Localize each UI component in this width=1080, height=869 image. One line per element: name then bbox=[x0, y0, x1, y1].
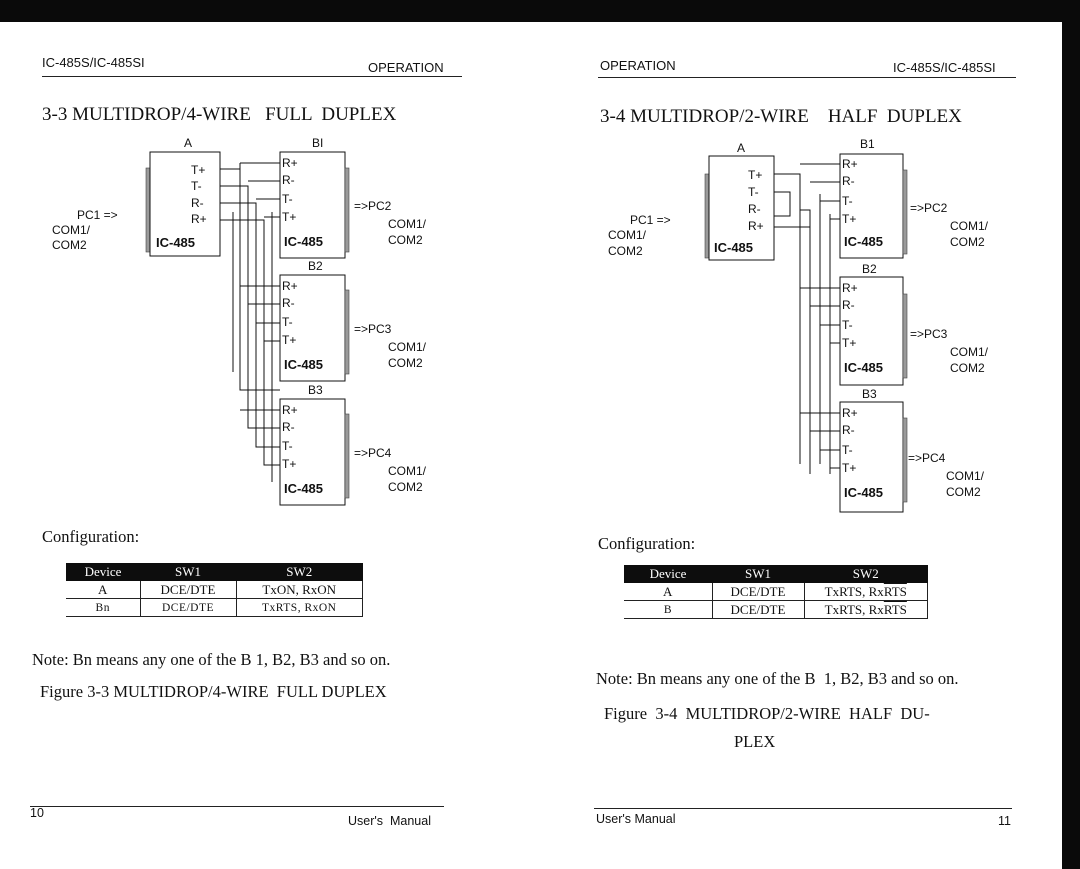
svg-text:T-: T- bbox=[842, 194, 853, 208]
b2-label: B2 bbox=[308, 259, 323, 273]
footer-page-number: 10 bbox=[30, 806, 44, 820]
svg-text:T+: T+ bbox=[748, 168, 763, 182]
svg-text:T-: T- bbox=[282, 315, 293, 329]
svg-text:COM1/: COM1/ bbox=[388, 340, 427, 354]
pc1-label: PC1 => bbox=[630, 213, 671, 227]
svg-text:B3: B3 bbox=[862, 387, 877, 401]
svg-text:T+: T+ bbox=[282, 210, 297, 224]
svg-text:IC-485: IC-485 bbox=[284, 481, 324, 496]
svg-text:T-: T- bbox=[748, 185, 759, 199]
svg-text:=>PC4: =>PC4 bbox=[354, 446, 392, 460]
device-a-label: A bbox=[184, 136, 193, 150]
svg-text:R-: R- bbox=[748, 202, 761, 216]
header-section: OPERATION bbox=[600, 58, 676, 73]
device-a-model: IC-485 bbox=[714, 240, 754, 255]
svg-text:T-: T- bbox=[842, 318, 853, 332]
table-header-row bbox=[66, 563, 363, 581]
svg-text:R-: R- bbox=[842, 174, 855, 188]
svg-text:T+: T+ bbox=[842, 461, 857, 475]
remote-b3 bbox=[840, 387, 985, 512]
svg-text:IC-485: IC-485 bbox=[844, 360, 884, 375]
device-a-connector bbox=[705, 174, 709, 258]
svg-text:=>PC2: =>PC2 bbox=[910, 201, 948, 215]
header-section: OPERATION bbox=[368, 60, 444, 75]
footer-title: User's Manual bbox=[596, 812, 676, 826]
svg-text:COM2: COM2 bbox=[388, 480, 423, 494]
pc1-port1: COM1/ bbox=[608, 228, 647, 242]
header-rule bbox=[598, 77, 1016, 78]
top-black-border bbox=[0, 0, 1080, 22]
svg-text:COM2: COM2 bbox=[950, 361, 985, 375]
svg-text:COM1/: COM1/ bbox=[950, 219, 989, 233]
footer-rule bbox=[30, 806, 444, 807]
pc1-label: PC1 => bbox=[77, 208, 118, 222]
a-pin-4: R+ bbox=[191, 212, 207, 226]
remote-b3 bbox=[280, 383, 427, 505]
col-sw1: SW1 bbox=[712, 565, 804, 583]
b1-connector bbox=[345, 168, 349, 252]
svg-text:R+: R+ bbox=[282, 156, 298, 170]
pc1-port2: COM2 bbox=[52, 238, 87, 252]
svg-text:IC-485: IC-485 bbox=[844, 485, 884, 500]
right-page bbox=[540, 22, 1060, 852]
col-device: Device bbox=[66, 563, 140, 581]
svg-text:R+: R+ bbox=[282, 403, 298, 417]
table-header-row bbox=[624, 565, 928, 583]
svg-text:=>PC3: =>PC3 bbox=[910, 327, 948, 341]
remote-b1 bbox=[280, 136, 427, 258]
note-text: Note: Bn means any one of the B 1, B2, B3 and so on. bbox=[32, 650, 391, 669]
b2-connector bbox=[345, 290, 349, 374]
col-sw1: SW1 bbox=[140, 563, 236, 581]
svg-text:=>PC4: =>PC4 bbox=[908, 451, 946, 465]
figure-caption-line2: PLEX bbox=[734, 732, 776, 751]
svg-text:B2: B2 bbox=[862, 262, 877, 276]
svg-text:IC-485: IC-485 bbox=[284, 234, 324, 249]
svg-text:=>PC3: =>PC3 bbox=[354, 322, 392, 336]
b1-label: BI bbox=[312, 136, 324, 150]
wiring-diagram-2wire bbox=[600, 134, 1020, 524]
config-table bbox=[66, 563, 363, 617]
svg-text:COM2: COM2 bbox=[388, 356, 423, 370]
svg-text:T+: T+ bbox=[842, 336, 857, 350]
b3-connector bbox=[903, 418, 907, 502]
b1-connector bbox=[903, 170, 907, 254]
svg-text:=>PC2: =>PC2 bbox=[354, 199, 392, 213]
device-a-label: A bbox=[737, 141, 746, 155]
bus-wires bbox=[220, 163, 280, 482]
section-title: 3-4 MULTIDROP/2-WIRE HALF DUPLEX bbox=[600, 106, 962, 127]
svg-text:T-: T- bbox=[282, 439, 293, 453]
svg-text:COM2: COM2 bbox=[388, 233, 423, 247]
left-page bbox=[0, 22, 530, 852]
note-text: Note: Bn means any one of the B 1, B2, B3 and so on. bbox=[596, 669, 959, 688]
remote-b2 bbox=[280, 259, 427, 381]
col-sw2: SW2 bbox=[236, 563, 363, 581]
device-a-model: IC-485 bbox=[156, 235, 196, 250]
col-sw2: SW2 bbox=[804, 565, 928, 583]
svg-text:IC-485: IC-485 bbox=[844, 234, 884, 249]
pc1-port1: COM1/ bbox=[52, 223, 91, 237]
remote-b2 bbox=[840, 262, 989, 385]
table-row: A DCE/DTE TxRTS, RxRTS bbox=[624, 583, 928, 601]
svg-text:COM1/: COM1/ bbox=[388, 217, 427, 231]
config-label: Configuration: bbox=[598, 534, 696, 553]
a-pin-1: T+ bbox=[191, 163, 206, 177]
svg-text:B1: B1 bbox=[860, 137, 875, 151]
col-device: Device bbox=[624, 565, 712, 583]
b3-label: B3 bbox=[308, 383, 323, 397]
right-black-border bbox=[1062, 0, 1080, 869]
svg-text:R+: R+ bbox=[748, 219, 764, 233]
svg-text:COM1/: COM1/ bbox=[388, 464, 427, 478]
header-rule bbox=[42, 76, 462, 77]
svg-text:R-: R- bbox=[842, 298, 855, 312]
svg-text:IC-485: IC-485 bbox=[284, 357, 324, 372]
figure-caption-line1: Figure 3-4 MULTIDROP/2-WIRE HALF DU- bbox=[604, 704, 930, 723]
pc1-port2: COM2 bbox=[608, 244, 643, 258]
table-row: B DCE/DTE TxRTS, RxRTS bbox=[624, 601, 928, 619]
header-doc-title: IC-485S/IC-485SI bbox=[42, 55, 145, 70]
config-label: Configuration: bbox=[42, 527, 140, 546]
svg-text:R-: R- bbox=[842, 423, 855, 437]
footer-page-number: 11 bbox=[998, 814, 1011, 828]
svg-text:T+: T+ bbox=[842, 212, 857, 226]
b2-connector bbox=[903, 294, 907, 378]
svg-text:COM2: COM2 bbox=[946, 485, 981, 499]
svg-text:COM1/: COM1/ bbox=[950, 345, 989, 359]
svg-text:R+: R+ bbox=[842, 281, 858, 295]
remote-b1 bbox=[840, 137, 989, 258]
svg-text:R-: R- bbox=[282, 420, 295, 434]
config-table bbox=[624, 565, 928, 619]
a-pin-3: R- bbox=[191, 196, 204, 210]
a-pin-2: T- bbox=[191, 179, 202, 193]
svg-text:R-: R- bbox=[282, 173, 295, 187]
svg-text:T+: T+ bbox=[282, 333, 297, 347]
svg-text:T-: T- bbox=[282, 192, 293, 206]
wiring-diagram-4wire bbox=[40, 132, 500, 522]
svg-text:R+: R+ bbox=[842, 406, 858, 420]
svg-text:COM1/: COM1/ bbox=[946, 469, 985, 483]
section-title: 3-3 MULTIDROP/4-WIRE FULL DUPLEX bbox=[42, 104, 397, 125]
footer-rule bbox=[594, 808, 1012, 809]
svg-text:R+: R+ bbox=[842, 157, 858, 171]
b3-connector bbox=[345, 414, 349, 498]
device-a-connector bbox=[146, 168, 150, 252]
bus-wires bbox=[774, 164, 840, 474]
table-row: Bn DCE/DTE TxRTS, RxON bbox=[66, 599, 363, 617]
figure-caption: Figure 3-3 MULTIDROP/4-WIRE FULL DUPLEX bbox=[40, 682, 387, 701]
svg-text:R-: R- bbox=[282, 296, 295, 310]
footer-title: User's Manual bbox=[348, 814, 431, 828]
svg-text:T-: T- bbox=[842, 443, 853, 457]
svg-text:R+: R+ bbox=[282, 279, 298, 293]
header-doc-title: IC-485S/IC-485SI bbox=[893, 60, 996, 75]
svg-text:T+: T+ bbox=[282, 457, 297, 471]
table-row: A DCE/DTE TxON, RxON bbox=[66, 581, 363, 599]
svg-text:COM2: COM2 bbox=[950, 235, 985, 249]
